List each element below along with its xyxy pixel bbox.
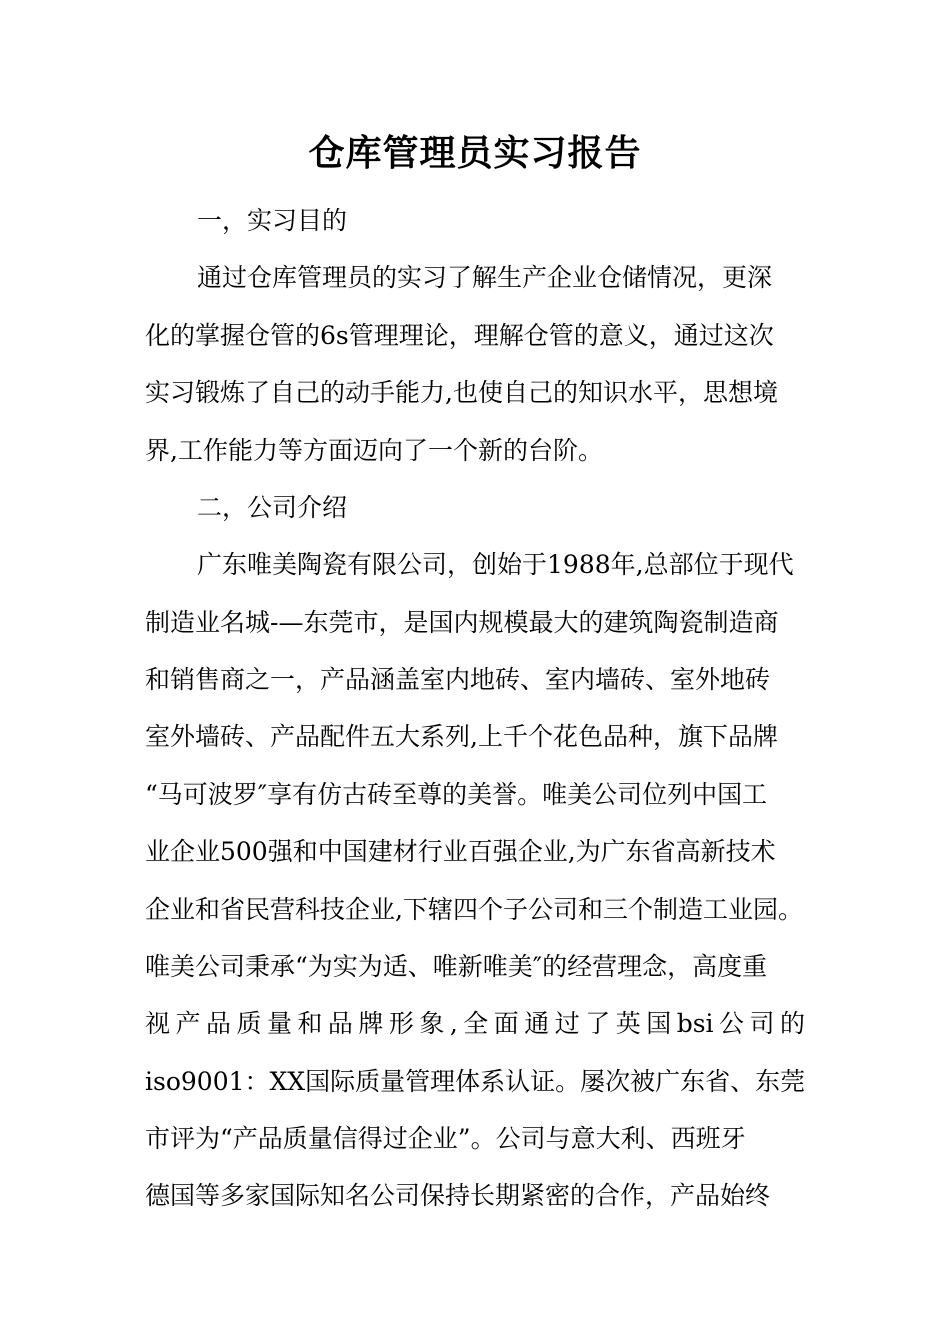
section-heading-1: 一，实习目的: [197, 206, 348, 235]
paragraph-line: 和销售商之一，产品涵盖室内地砖、室内墙砖、室外地砖: [145, 665, 771, 694]
paragraph-line: 视产品质量和品牌形象,全面通过了英国bsi公司的: [145, 1009, 805, 1038]
paragraph-line: 通过仓库管理员的实习了解生产企业仓储情况，更深: [197, 263, 773, 292]
paragraph-line: 室外墙砖、产品配件五大系列,上千个花色品种，旗下品牌: [145, 722, 778, 751]
paragraph-line: 实习锻炼了自己的动手能力,也使自己的知识水平，思想境: [145, 378, 778, 407]
paragraph-line: 唯美公司秉承“为实为适、唯新唯美″的经营理念，高度重: [145, 952, 768, 981]
section-heading-2: 二，公司介绍: [197, 493, 348, 522]
paragraph-line: 化的掌握仓管的6s管理理论，理解仓管的意义，通过这次: [145, 321, 774, 350]
paragraph-line: 广东唯美陶瓷有限公司，创始于1988年,总部位于现代: [197, 550, 794, 579]
paragraph-line: 市评为“产品质量信得过企业”。公司与意大利、西班牙: [145, 1124, 746, 1153]
document-title: 仓库管理员实习报告: [308, 132, 642, 174]
paragraph-line: “马可波罗″享有仿古砖至尊的美誉。唯美公司位列中国工: [145, 780, 768, 809]
paragraph-line: 界,工作能力等方面迈向了一个新的台阶。: [145, 436, 603, 465]
paragraph-line: 企业和省民营科技企业,下辖四个子公司和三个制造工业园。: [145, 895, 803, 924]
paragraph-line: 制造业名城-—东莞市，是国内规模最大的建筑陶瓷制造商: [145, 608, 779, 637]
paragraph-line: 业企业500强和中国建材行业百强企业,为广东省高新技术: [145, 837, 776, 866]
paragraph-line: 德国等多家国际知名公司保持长期紧密的合作，产品始终: [145, 1181, 771, 1210]
paragraph-line: iso9001：XX国际质量管理体系认证。屡次被广东省、东莞: [145, 1067, 806, 1096]
